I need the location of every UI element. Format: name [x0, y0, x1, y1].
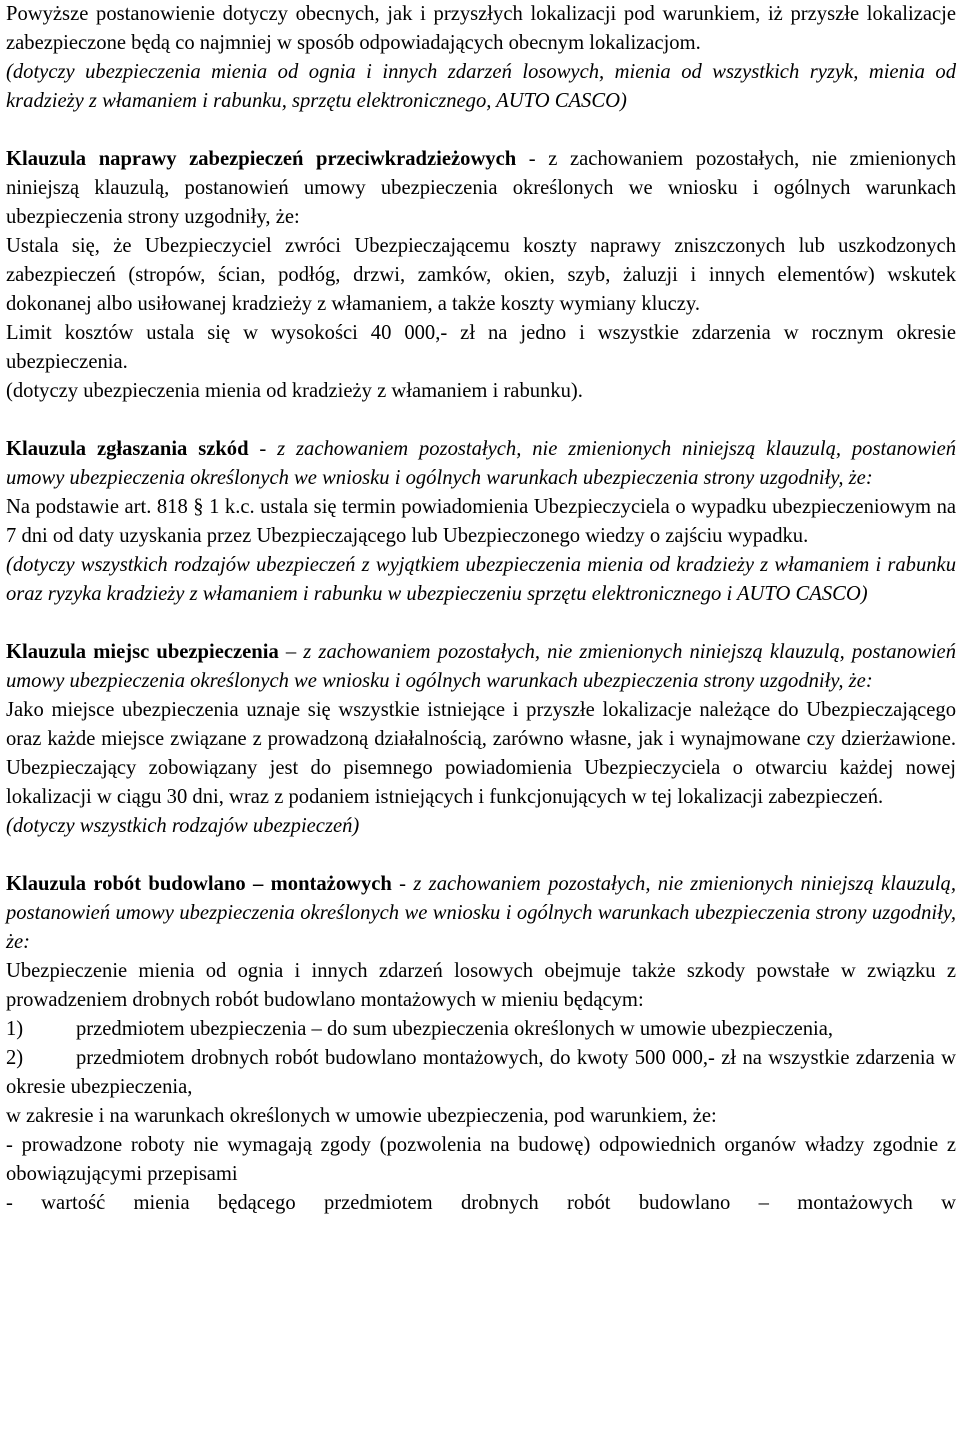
list-item-number: 1) [6, 1018, 24, 1040]
clause-places-body: Jako miejsce ubezpieczenia uznaje się wszystkie istniejące i przyszłe lokalizacje należące do Ubezpieczającego oraz każde miejsce związane z prowadzoną działalnością, zarówno własne, jak i wynajmowane czy dzierżawione. Ubezpieczający zobowiązany jest do pisemnego powiadomienia Ubezpieczyciela o otwarciu każdej nowej lokalizacji w ciągu 30 dni, wraz z podaniem istniejących i funkcjonujących w tej lokalizacji zabezpieczeń. [6, 699, 956, 808]
clause-places-note: (dotyczy wszystkich rodzajów ubezpieczeń) [6, 815, 360, 837]
condition-item: - wartość mienia będącego przedmiotem drobnych robót budowlano – montażowych w [6, 1192, 956, 1214]
clause-repair-security-limit: Limit kosztów ustala się w wysokości 40 000,- zł na jedno i wszystkie zdarzenia w rocznym okresie ubezpieczenia. [6, 322, 956, 373]
clause-claims-note: (dotyczy wszystkich rodzajów ubezpieczeń z wyjątkiem ubezpieczenia mienia od kradzieży z włamaniem i rabunku oraz ryzyka kradzieży z włamaniem i rabunku w ubezpieczeniu sprzętu elektronicznego i AUTO CASCO) [6, 554, 956, 605]
clause-places-intro [6, 638, 956, 696]
clause-claims-intro [6, 435, 956, 493]
clause-places-title: Klauzula miejsc ubezpieczenia [6, 641, 279, 663]
clause-construction-title: Klauzula robót budowlano – montażowych [6, 873, 392, 895]
spacer [6, 609, 956, 638]
clause-claims-intro-text: - z zachowaniem pozostałych, nie zmienionych niniejszą klauzulą, postanowień umowy ubezpieczenia określonych we wniosku i ogólnych warunkach ubezpieczenia strony uzgodniły, że: [6, 438, 957, 489]
clause-construction-intro [6, 870, 956, 957]
clause-claims-title: Klauzula zgłaszania szkód [6, 438, 249, 460]
list-item [6, 1015, 956, 1044]
clause-construction-intro-text: - z zachowaniem pozostałych, nie zmienionych niniejszą klauzulą, postanowień umowy ubezpieczenia określonych we wniosku i ogólnych warunkach ubezpieczenia strony uzgodniły, że: [6, 873, 956, 953]
clause-claims-body-b: 1 k.c. ustala się termin powiadomienia Ubezpieczyciela o wypadku ubezpieczeniowym na 7 dni od daty uzyskania przez Ubezpieczającego lub Ubezpieczonego wiedzy o zajściu wypadku. [6, 496, 957, 547]
list-item-text: przedmiotem drobnych robót budowlano montażowych, do kwoty 500 000,- zł na wszystkie zdarzenia w okresie ubezpieczenia, [6, 1047, 956, 1098]
clause-places-intro-text: – z zachowaniem pozostałych, nie zmienionych niniejszą klauzulą, postanowień umowy ubezpieczenia określonych we wniosku i ogólnych warunkach ubezpieczenia strony uzgodniły, że: [6, 641, 956, 692]
clause-claims-body [6, 493, 956, 551]
condition-item: - prowadzone roboty nie wymagają zgody (pozwolenia na budowę) odpowiednich organów władzy zgodnie z obowiązującymi przepisami [6, 1134, 956, 1185]
clause-repair-security-body: Ustala się, że Ubezpieczyciel zwróci Ubezpieczającemu koszty naprawy zniszczonych lub uszkodzonych zabezpieczeń (stropów, ścian, podłóg, drzwi, zamków, okien, szyb, żaluzji i innych elementów) wskutek dokonanej albo usiłowanej kradzieży z włamaniem, a także koszty wymiany kluczy. [6, 235, 956, 315]
spacer [6, 116, 956, 145]
section-sign-icon: § [193, 496, 204, 518]
document-page [6, 0, 956, 1218]
spacer [6, 406, 956, 435]
paragraph-locations: Powyższe postanowienie dotyczy obecnych, jak i przyszłych lokalizacji pod warunkiem, iż przyszłe lokalizacje zabezpieczone będą co najmniej w sposób odpowiadających obecnym lokalizacjom. [6, 3, 956, 54]
clause-construction-conditions: w zakresie i na warunkach określonych w umowie ubezpieczenia, pod warunkiem, że: [6, 1105, 717, 1127]
list-item-text: przedmiotem ubezpieczenia – do sum ubezpieczenia określonych w umowie ubezpieczenia, [76, 1018, 834, 1040]
list-item-number: 2) [6, 1047, 24, 1069]
spacer [6, 841, 956, 870]
paragraph-locations-note: (dotyczy ubezpieczenia mienia od ognia i innych zdarzeń losowych, mienia od wszystkich ryzyk, mienia od kradzieży z włamaniem i rabunku, sprzętu elektronicznego, AUTO CASCO) [6, 61, 956, 112]
clause-claims-body-a: Na podstawie art. 818 [6, 496, 188, 518]
clause-repair-security-intro-text: - z zachowaniem pozostałych, nie zmienionych niniejszą klauzulą, postanowień umowy ubezpieczenia określonych we wniosku i ogólnych warunkach ubezpieczenia strony uzgodniły, że: [6, 148, 956, 228]
clause-repair-security-intro [6, 145, 956, 232]
clause-construction-body: Ubezpieczenie mienia od ognia i innych zdarzeń losowych obejmuje także szkody powstałe w związku z prowadzeniem drobnych robót budowlano montażowych w mieniu będącym: [6, 960, 956, 1011]
clause-repair-security-note: (dotyczy ubezpieczenia mienia od kradzieży z włamaniem i rabunku). [6, 380, 583, 402]
clause-repair-security-title: Klauzula naprawy zabezpieczeń przeciwkradzieżowych [6, 148, 517, 170]
list-item [6, 1044, 956, 1102]
